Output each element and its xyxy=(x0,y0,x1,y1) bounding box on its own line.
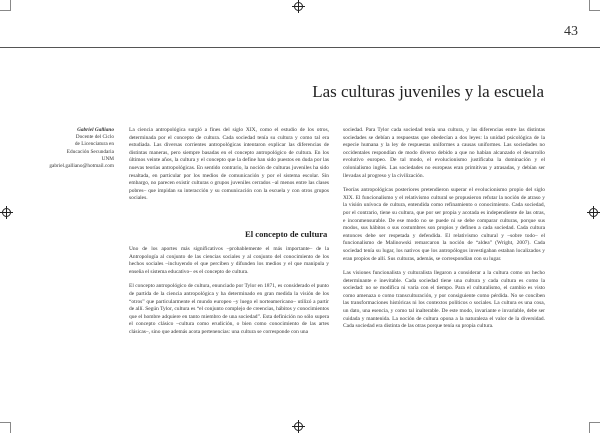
author-name: Gabriel Galliano xyxy=(77,127,114,133)
paragraph: El concepto antropológico de cultura, enunciado por Tylor en 1871, es considerado el punto de partida de la ciencia antropológica y ha determinado en gran medida la visión de los “otros” que particularmente el mundo europeo –y luego el norteamericano– utilizó a partir de allí. Según Tylor, cultura es “el conjunto complejo de creencias, hábitos y conocimientos que el hombre adquiere en tanto miembro de una sociedad”. Esta definición no sólo supera el concepto clásico –cultura como erudición, o bien como conocimiento de las artes clásicas–, sino que además acota pertenencias: una cultura se corresponde con una xyxy=(129,283,329,335)
author-role-line1: Docente del Ciclo xyxy=(75,134,114,141)
author-affiliation: UNM xyxy=(101,155,114,162)
section-heading: El concepto de cultura xyxy=(245,229,328,239)
author-email: gabriel.galliano@hotmail.com xyxy=(49,163,114,170)
registration-mark-bottom xyxy=(294,422,303,431)
paragraph: Teorías antropológicas posteriores pretendieron superar el evolucionismo propio del siglo XIX. El funcionalismo y el relativismo cultural se propusieron refutar la noción de atraso y la visión unívoca de cultura, entendida como refinamiento o conocimiento. Cada sociedad, por el contrario, tiene su cultura, que por ser propia y acotada es independiente de las otras, e inconmensurable. De ese modo no se puede ni se debe comparar culturas, porque sus modos, sus hábitos o sus costumbres son propios y definen a cada sociedad. Cada cultura entonces debe ser respetada y defendida. El relativismo cultural y –sobre todo– el funcionalismo de Malinowski remarcaron la noción de “aldea” (Wright, 2007). Cada sociedad tenía su lugar, los nativos que los antropólogos investigaban estaban localizados y eran propios de allí. Sus culturas, además, se correspondían con su lugar. xyxy=(343,187,545,262)
header-rule xyxy=(0,47,600,48)
article-title: Las culturas juveniles y la escuela xyxy=(312,82,544,101)
crop-mark-bottom-left xyxy=(0,422,11,433)
registration-mark-top xyxy=(294,2,303,11)
page-number: 43 xyxy=(564,24,578,39)
author-role-line3: Educación Secundaria xyxy=(66,148,114,155)
paragraph: Las visiones funcionalista y culturalista llegaron a considerar a la cultura como un hecho determinante e inevitable. Cada sociedad tiene una cultura y cada cultura es como la sociedad: no se modifica ni varía con el tiempo. Para el culturalismo, el cambio es visto como amenaza o como transculturación, y por consiguiente como pérdida. No se conciben las transformaciones históricas ni los contextos políticos o sociales. La cultura es una cosa, un dato, una esencia, y como tal inalterable. De este modo, invariante e invariable, debe ser cuidada y mantenida. La noción de cultura opona a la naturaleza el valor de la diversidad. Cada sociedad era distinta de las otras porque tenía su propia cultura. xyxy=(343,270,545,330)
author-block xyxy=(22,127,114,170)
author-role-line2: de Licenciatura en xyxy=(74,141,114,148)
crop-mark-bottom-right xyxy=(589,422,600,433)
crop-mark-top-right xyxy=(589,0,600,11)
text-column-right xyxy=(343,127,545,338)
registration-mark-right xyxy=(589,208,598,217)
registration-mark-left xyxy=(2,208,11,217)
paragraph: Uno de los aportes más significativos –probablemente el más importante– de la Antropología al conjunto de las ciencias sociales y al conjunto del conocimiento de los hechos sociales –incluyendo el que perciben y difunden los medios y el que manipula y enseña el sistema educativo– es el concepto de cultura. xyxy=(129,245,329,275)
paragraph-intro: La ciencia antropológica surgió a fines del siglo XIX, como el estudio de los otros, determinada por el concepto de cultura. Cada sociedad tenía su cultura y como tal era estudiada. Las diversas corrientes antropológicas intentaron explicar las diferencias de distintas maneras, pero siempre basadas en el concepto antropológico de cultura. En los últimos veinte años, la cultura y el concepto que la define han sido puestos en duda por las nuevas teorías antropológicas. En sentido contrario, la noción de culturas juveniles ha sido resaltada, en particular por los medios de comunicación y por el sistema escolar. Sin embargo, no parecen existir culturas o grupos juveniles cerrados –al menos entre las clases pobres– que impidan su interacción y su comunicación con la escuela y con otros grupos sociales. xyxy=(129,127,329,202)
paragraph: sociedad. Para Tylor cada sociedad tenía una cultura, y las diferencias entre las distintas sociedades se debían a respuestas que obedecían a dos leyes: la unidad psicológica de la especie humana y la ley de respuestas uniformes a causas uniformes. Las sociedades no occidentales respondían de modo diverso debido a que no habían alcanzado el desarrollo evolutivo europeo. De tal modo, el evolucionismo justificaba la dominación y el colonialismo inglés. Las sociedades no europeas eran primitivas y atrasadas, y debían ser llevadas al progreso y la civilización. xyxy=(343,127,545,179)
crop-mark-top-left xyxy=(0,0,11,11)
